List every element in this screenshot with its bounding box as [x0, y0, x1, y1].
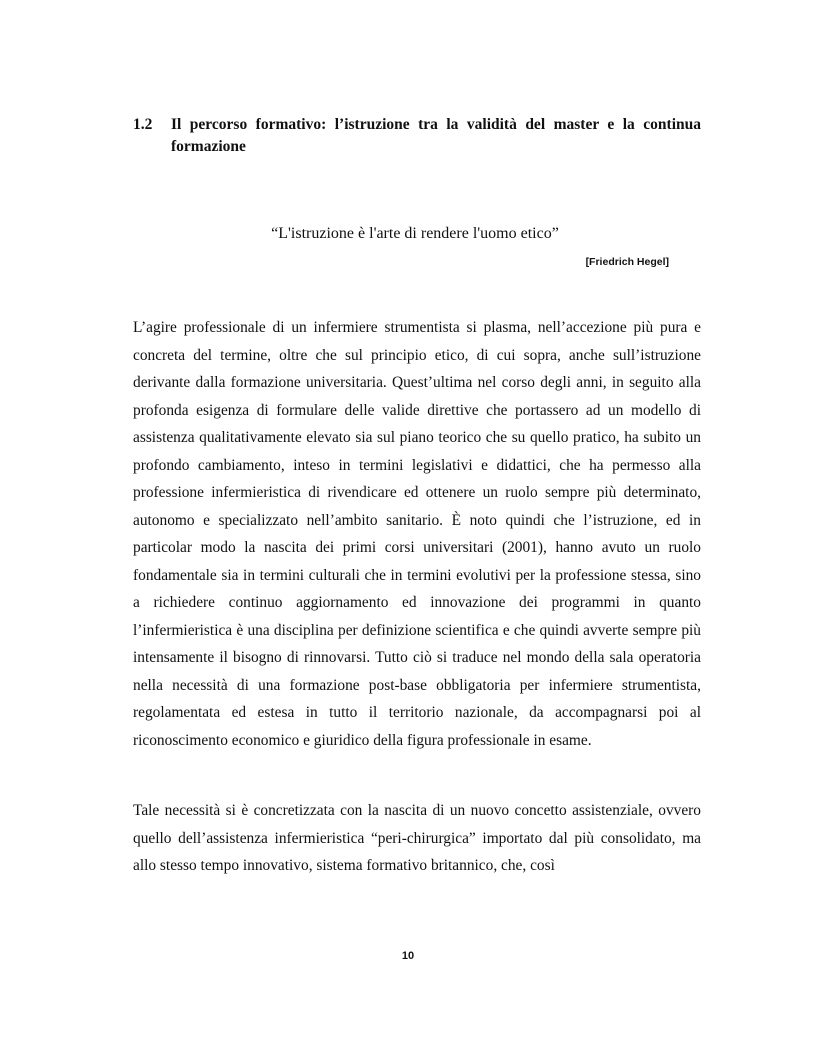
epigraph-author: [Friedrich Hegel]: [585, 256, 669, 268]
epigraph-quote: “L'istruzione è l'arte di rendere l'uomo etico”: [271, 225, 559, 242]
section-heading: [133, 114, 701, 158]
body-paragraph-1: L’agire professionale di un infermiere strumentista si plasma, nell’accezione più pura e concreta del termine, oltre che sul principio etico, di cui sopra, anche sull’istruzione derivante dalla formazione universitaria. Quest’ultima nel corso degli anni, in seguito alla profonda esigenza di formulare delle valide direttive che portassero ad un modello di assistenza qualitativamente elevato sia sul piano teorico che su quello pratico, ha subito un profondo cambiamento, inteso in termini legislativi e didattici, che ha permesso alla professione infermieristica di rivendicare ed ottenere un ruolo sempre più determinato, autonomo e specializzato nell’ambito sanitario. È noto quindi che l’istruzione, ed in particolar modo la nascita dei primi corsi universitari (2001), hanno avuto un ruolo fondamentale sia in termini culturali che in termini evolutivi per la professione stessa, sino a richiedere continuo aggiornamento ed innovazione dei programmi in quanto l’infermieristica è una disciplina per definizione scientifica e che quindi avverte sempre più intensamente il bisogno di rinnovarsi. Tutto ciò si traduce nel mondo della sala operatoria nella necessità di una formazione post-base obbligatoria per infermiere strumentista, regolamentata ed estesa in tutto il territorio nazionale, da accompagnarsi poi al riconoscimento economico e giuridico della figura professionale in esame.: [133, 319, 701, 749]
body-paragraph-2: Tale necessità si è concretizzata con la nascita di un nuovo concetto assistenziale, ovvero quello dell’assistenza infermieristica “peri-chirurgica” importato dal più consolidato, ma allo stesso tempo innovativo, sistema formativo britannico, che, così: [133, 802, 701, 874]
section-title: Il percorso formativo: l’istruzione tra la validità del master e la continua formazione: [171, 116, 701, 155]
section-number: 1.2: [133, 116, 153, 133]
page-number: 10: [401, 950, 415, 962]
